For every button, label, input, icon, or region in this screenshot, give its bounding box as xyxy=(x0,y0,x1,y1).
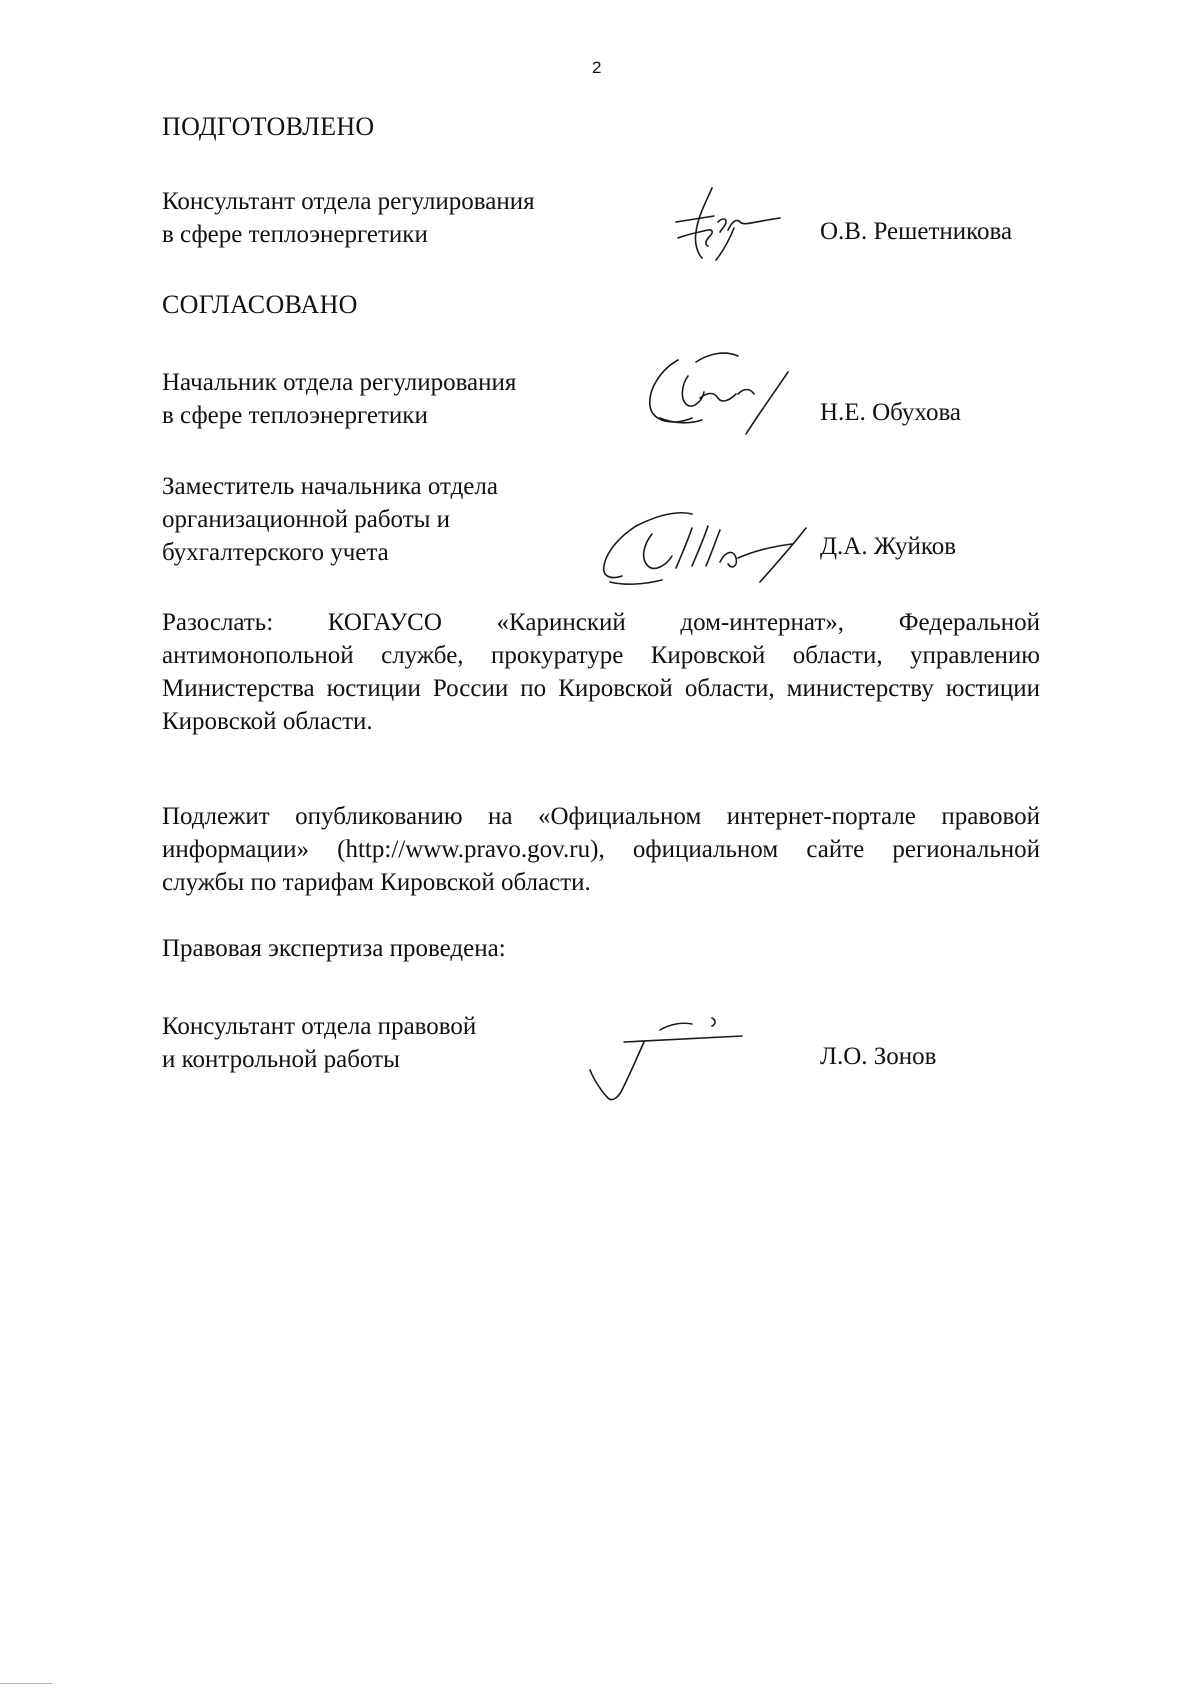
publication-paragraph: Подлежит опубликованию на «Официальном интернет-портале правовой информации» (http://www.pravo.gov.ru), официальном сайте региональной службы по тарифам Кировской области. xyxy=(162,803,1040,896)
scan-edge-mark xyxy=(0,1683,52,1684)
signature-zonov xyxy=(584,1010,754,1110)
agreed-heading: СОГЛАСОВАНО xyxy=(162,290,358,319)
distribution-paragraph: Разослать: КОГАУСО «Каринский дом-интернат», Федеральной антимонопольной службе, прокуратуре Кировской области, управлению Министерства юстиции России по Кировской области, министерству юстиции Кировской области. xyxy=(162,609,1040,735)
signature-reshetnikova xyxy=(668,182,788,264)
signature-obukhova xyxy=(640,340,800,440)
prepared-position-line-2: в сфере теплоэнергетики xyxy=(162,221,428,248)
prepared-position-line-1: Консультант отдела регулирования xyxy=(162,188,535,215)
prepared-name: О.В. Решетникова xyxy=(820,218,1013,245)
agreed-position-2-line-3: бухгалтерского учета xyxy=(162,539,389,566)
agreed-position-1-line-1: Начальник отдела регулирования xyxy=(162,369,517,396)
signature-zhuykov xyxy=(596,500,816,590)
legal-review-heading: Правовая экспертиза проведена: xyxy=(162,935,506,962)
legal-review-position-line-1: Консультант отдела правовой xyxy=(162,1013,477,1040)
agreed-position-1 xyxy=(162,366,516,432)
prepared-position xyxy=(162,185,535,251)
page-number: 2 xyxy=(592,58,602,77)
legal-review-position xyxy=(162,1010,476,1076)
prepared-heading: ПОДГОТОВЛЕНО xyxy=(162,112,375,141)
agreed-position-2-line-1: Заместитель начальника отдела xyxy=(162,473,498,500)
legal-review-name: Л.О. Зонов xyxy=(820,1043,937,1070)
agreed-name-2: Д.А. Жуйков xyxy=(820,533,957,560)
legal-review-position-line-2: и контрольной работы xyxy=(162,1046,400,1073)
agreed-position-1-line-2: в сфере теплоэнергетики xyxy=(162,402,428,429)
agreed-position-2 xyxy=(162,470,498,569)
agreed-name-1: Н.Е. Обухова xyxy=(820,399,962,426)
agreed-position-2-line-2: организационной работы и xyxy=(162,506,451,533)
